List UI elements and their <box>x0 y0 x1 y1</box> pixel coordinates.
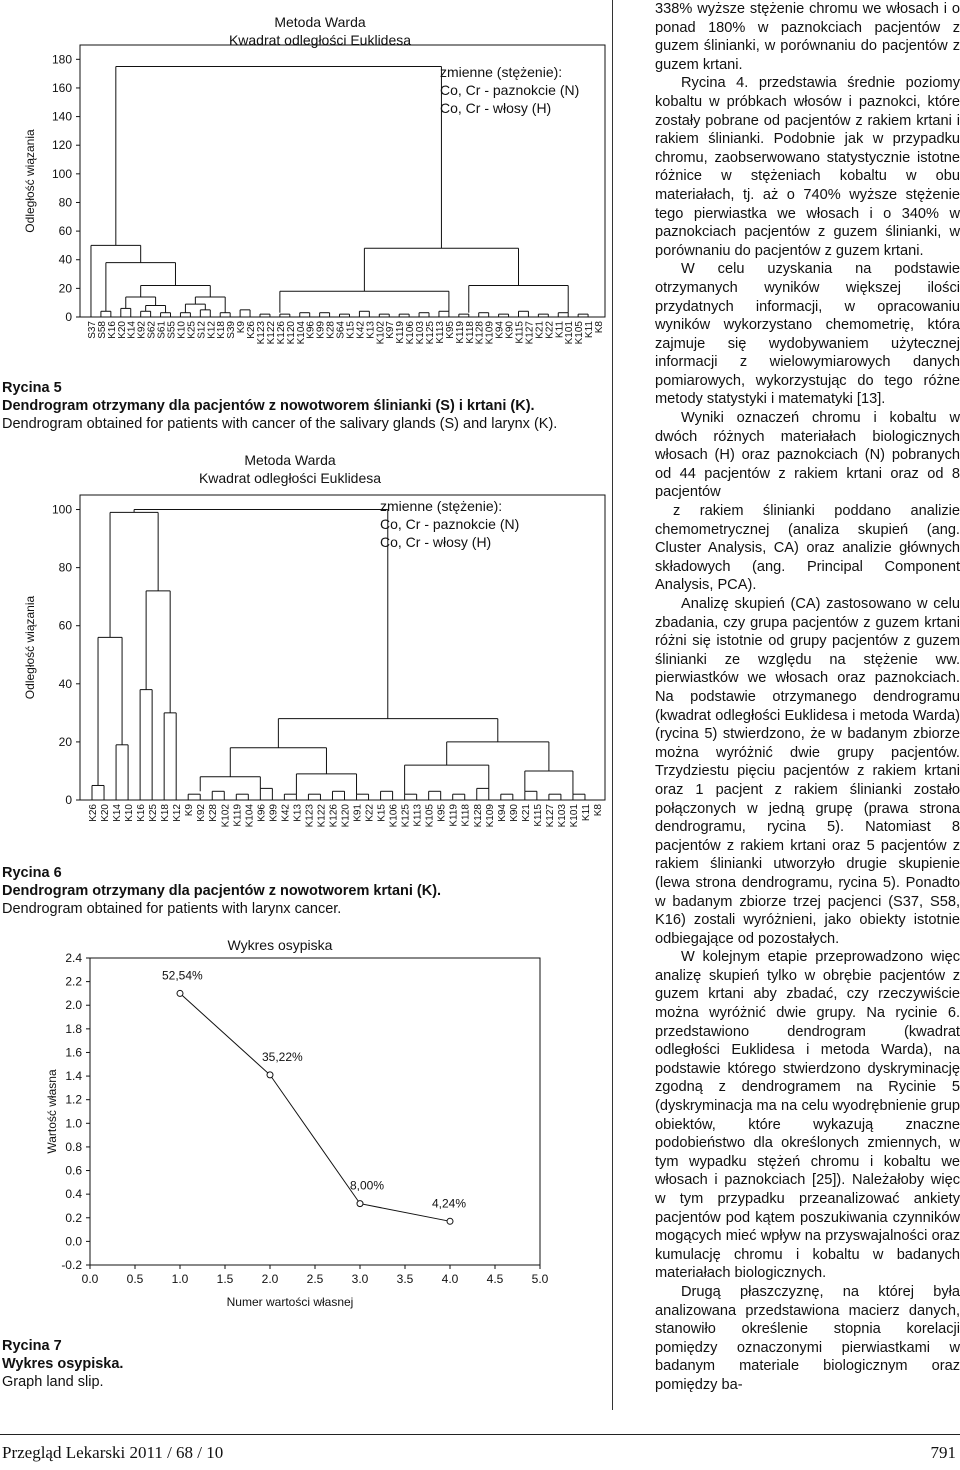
leaf-label: K120 <box>285 321 297 345</box>
leaf-label: K128 <box>474 321 486 345</box>
leaf-label: K119 <box>232 804 244 827</box>
leaf-label: K122 <box>316 804 328 828</box>
leaf-label: K26 <box>246 321 258 339</box>
figure-7-scree-plot <box>20 930 610 1320</box>
leaf-label: K14 <box>112 804 124 822</box>
leaf-label: K11 <box>584 321 596 339</box>
leaf-label: K101 <box>568 804 580 828</box>
leaf-label: K95 <box>436 804 448 822</box>
y-tick-label: 160 <box>51 80 72 95</box>
y-tick-label: 80 <box>58 560 72 575</box>
body-paragraph: W kolejnym etapie przeprowadzono więc analizę skupień tylko w obrębie pacjentów z guzem krtani aby zbadać, czy rzeczywiście można wyróżnić dwie grupy. Na rycinie 6. przedstawiono dendrogram (kwadrat odległości Euklidesa i metoda Warda), na podstawie którego stwierdzono dyskryminację zgodną z dendrogramem na Rycinie 5 (dyskryminacja ma na celu wyodrębnienie grup obiektów, które wykazują znaczne podobieństwo dla określonych zmiennych, w tym wypadku stężeń chromu i kobaltu we włosach i paznokciach [25]). Należałoby więc w tym przypadku przeanalizować ankiety pacjentów pod kątem poszukiwania czynników mogących mieć wpływ na przyswajalności oraz kumulację chromu i kobaltu w badanych materiałach biologicznych. <box>655 949 960 1282</box>
leaf-label: K18 <box>216 321 228 339</box>
figure-6-caption <box>2 864 441 918</box>
leaf-label: K14 <box>126 321 138 339</box>
leaf-label: S62 <box>146 321 158 339</box>
data-label: 8,00% <box>350 1178 385 1193</box>
leaf-label: K96 <box>256 804 268 822</box>
plot-frame <box>90 958 540 1265</box>
leaf-label: S55 <box>166 321 178 339</box>
dendrogram-chart-5 <box>20 5 610 370</box>
figure-5-caption <box>2 379 557 433</box>
y-axis-label: Odległość wiązania <box>23 595 37 700</box>
leaf-label: K13 <box>365 321 377 339</box>
caption-number: Rycina 5 <box>2 380 62 396</box>
leaf-label: K104 <box>295 321 307 345</box>
leaf-label: K15 <box>376 804 388 822</box>
body-paragraph: W celu uzyskania na podstawie otrzymanych wyników większej ilości przydatnych informacji, w opracowaniu wyników wykorzystano chemometrię, która zajmuje się wydobywaniem użytecznej informacji z wielowymiarowych danych pomiarowych, wykorzystując do tego różne metody statystyki i matematyki [13]. <box>655 261 960 408</box>
figure-5-dendrogram <box>20 5 610 370</box>
leaf-label: S58 <box>96 321 108 339</box>
leaf-label: K26 <box>88 804 100 822</box>
leaf-label: K109 <box>484 321 496 345</box>
leaf-label: K104 <box>244 804 256 828</box>
leaf-label: K16 <box>106 321 118 339</box>
y-tick-label: 40 <box>58 676 72 691</box>
y-tick-label: 1.0 <box>65 1116 82 1131</box>
leaf-label: K122 <box>265 321 277 345</box>
x-tick-label: 3.5 <box>396 1272 414 1286</box>
figure-6-dendrogram <box>20 445 610 857</box>
y-tick-label: 0.0 <box>65 1234 82 1249</box>
y-axis-label: Wartość własna <box>45 1069 59 1154</box>
leaf-label: K128 <box>472 804 484 828</box>
leaf-label: K92 <box>196 804 208 822</box>
caption-english: Dendrogram obtained for patients with larynx cancer. <box>2 901 342 917</box>
data-point <box>177 990 183 996</box>
leaf-label: K10 <box>176 321 188 339</box>
y-tick-label: 0.8 <box>65 1139 82 1154</box>
leaf-label: K94 <box>496 804 508 822</box>
leaf-label: K94 <box>494 321 506 339</box>
leaf-label: K106 <box>405 321 417 345</box>
body-paragraph: z rakiem ślinianki poddano analizie chemometrycznej (analiza skupień (ang. Cluster Analysis, CA) oraz analizie głównych składowych (ang. Principal Component Analysis, PCA). <box>655 503 960 594</box>
leaf-label: K28 <box>325 321 337 339</box>
body-text-column <box>655 0 960 1395</box>
leaf-label: K97 <box>385 321 397 339</box>
column-divider <box>612 0 613 1410</box>
body-paragraph: Rycina 4. przedstawia średnie poziomy kobaltu w próbkach włosów i paznokci, które zostały pobrane od pacjentów z rakiem krtani i rakiem ślinianki. Podobnie jak w przypadku chromu, zaobserwowano statystycznie istotne różnice w stężeniach kobaltu w obu materiałach, tj. aż o 740% wyższe stężenie tego pierwiastka we włosach i o 340% w paznokciach pacjentów z guzem ślinianki, w porównaniu do pacjentów z guzem krtani. <box>655 75 960 259</box>
data-point <box>447 1218 453 1224</box>
caption-english: Dendrogram obtained for patients with cancer of the salivary glands (S) and larynx (K). <box>2 416 558 432</box>
leaf-label: K8 <box>592 804 604 817</box>
leaf-label: S64 <box>335 321 347 339</box>
leaf-label: K123 <box>255 321 267 345</box>
caption-polish: Wykres osypiska. <box>2 1356 124 1372</box>
leaf-label: K92 <box>136 321 148 339</box>
leaf-label: K119 <box>448 804 460 827</box>
leaf-label: K126 <box>275 321 287 345</box>
y-tick-label: 100 <box>51 502 72 517</box>
leaf-label: K118 <box>460 804 472 827</box>
leaf-label: K11 <box>580 804 592 822</box>
leaf-label: K12 <box>206 321 218 339</box>
leaf-label: K42 <box>280 804 292 822</box>
leaf-label: K10 <box>124 804 136 822</box>
leaf-label: K9 <box>236 321 248 334</box>
leaf-label: K118 <box>464 321 476 344</box>
y-tick-label: 0.2 <box>65 1210 82 1225</box>
leaf-label: K103 <box>415 321 427 345</box>
leaf-label: K105 <box>574 321 586 345</box>
leaf-label: S37 <box>86 321 98 339</box>
plot-frame <box>80 495 605 800</box>
data-label: 35,22% <box>262 1049 303 1064</box>
leaf-label: K127 <box>524 321 536 345</box>
y-tick-label: 120 <box>51 138 72 153</box>
y-tick-label: 0.4 <box>65 1187 82 1202</box>
data-label: 4,24% <box>432 1196 467 1211</box>
x-tick-label: 1.0 <box>171 1272 189 1286</box>
caption-english: Graph land slip. <box>2 1374 104 1390</box>
y-tick-label: 1.4 <box>65 1069 82 1084</box>
body-paragraph: Wyniki oznaczeń chromu i kobaltu w dwóch różnych materiałach biologicznych włosach (H) oraz paznokciach (N) pobranych od 44 pacjentów z rakiem krtani oraz od 8 pacjentów <box>655 410 960 501</box>
chart-subtitle: Kwadrat odległości Euklidesa <box>198 470 382 486</box>
y-tick-label: 60 <box>58 618 72 633</box>
y-tick-label: 20 <box>58 281 72 296</box>
leaf-label: K106 <box>388 804 400 828</box>
dendrogram-chart-6 <box>20 445 610 857</box>
leaf-label: K20 <box>116 321 128 339</box>
leaf-label: K18 <box>160 804 172 822</box>
leaf-label: K126 <box>328 804 340 828</box>
leaf-label: K125 <box>400 804 412 828</box>
x-tick-label: 4.0 <box>441 1272 459 1286</box>
leaf-label: K113 <box>412 804 424 827</box>
y-tick-label: 1.2 <box>65 1092 82 1107</box>
data-label: 52,54% <box>162 968 203 983</box>
leaf-label: K90 <box>504 321 516 339</box>
leaf-label: K99 <box>268 804 280 822</box>
leaf-label: K28 <box>208 804 220 822</box>
leaf-label: S61 <box>156 321 168 339</box>
x-axis-label: Numer wartości własnej <box>226 1295 354 1309</box>
leaf-label: K12 <box>172 804 184 822</box>
leaf-label: K115 <box>532 804 544 827</box>
x-tick-label: 4.5 <box>486 1272 504 1286</box>
data-point <box>267 1072 273 1078</box>
page-footer <box>0 1434 960 1470</box>
leaf-label: K20 <box>100 804 112 822</box>
leaf-label: K102 <box>220 804 232 828</box>
y-tick-label: 40 <box>58 252 72 267</box>
journal-info: Przegląd Lekarski 2011 / 68 / 10 <box>2 1443 224 1462</box>
leaf-label: K90 <box>508 804 520 822</box>
leaf-label: K113 <box>434 321 446 344</box>
y-axis-label: Odległość wiązania <box>23 129 37 233</box>
legend-entry: zmienne (stężenie): <box>440 64 563 80</box>
caption-polish: Dendrogram otrzymany dla pacjentów z nowotworem ślinianki (S) i krtani (K). <box>2 398 535 414</box>
legend-entry: Co, Cr - włosy (H) <box>380 534 492 550</box>
leaf-label: K9 <box>184 804 196 817</box>
y-tick-label: 0 <box>65 793 72 807</box>
leaf-label: K8 <box>594 321 606 334</box>
chart-title: Metoda Warda <box>274 14 366 30</box>
leaf-label: K22 <box>544 321 556 339</box>
leaf-label: K115 <box>514 321 526 344</box>
y-tick-label: 180 <box>51 52 72 67</box>
y-tick-label: 2.0 <box>65 998 82 1013</box>
legend-entry: Co, Cr - paznokcie (N) <box>380 516 520 532</box>
leaf-label: K22 <box>364 804 376 822</box>
body-paragraph: Drugą płaszczyznę, na której była analizowana przedstawiona macierz danych, stanowiło określenie stopnia korelacji pomiędzy oznaczonymi pierwiastkami w badanym materiale biologicznym oraz pomiędzy ba- <box>655 1283 960 1393</box>
x-tick-label: 3.0 <box>351 1272 369 1286</box>
y-tick-label: 100 <box>51 166 72 181</box>
y-tick-label: 1.8 <box>65 1021 82 1036</box>
leaf-label: K16 <box>136 804 148 822</box>
y-tick-label: 60 <box>58 224 72 239</box>
legend-entry: Co, Cr - paznokcie (N) <box>440 82 580 98</box>
leaf-label: K123 <box>304 804 316 828</box>
caption-number: Rycina 6 <box>2 865 62 881</box>
body-paragraph: 338% wyższe stężenie chromu we włosach i o ponad 180% w paznokciach pacjentów z guzem ślinianki, w porównaniu do pacjentów z guzem krtani. <box>655 1 960 73</box>
leaf-label: S12 <box>196 321 208 339</box>
leaf-label: K105 <box>424 804 436 828</box>
leaf-label: K103 <box>556 804 568 828</box>
y-tick-label: 0 <box>65 310 72 324</box>
y-tick-label: 80 <box>58 195 72 210</box>
y-tick-label: -0.2 <box>61 1258 82 1272</box>
leaf-label: K120 <box>340 804 352 828</box>
y-tick-label: 2.2 <box>65 974 82 989</box>
chart-subtitle: Kwadrat odległości Euklidesa <box>228 32 412 48</box>
series-line <box>180 993 450 1221</box>
leaf-label: K11 <box>554 321 566 339</box>
page-number: 791 <box>930 1443 956 1462</box>
y-tick-label: 140 <box>51 109 72 124</box>
data-point <box>357 1201 363 1207</box>
x-tick-label: 0.0 <box>81 1272 99 1286</box>
legend-entry: zmienne (stężenie): <box>380 498 503 514</box>
body-paragraph: Analizę skupień (CA) zastosowano w celu zbadania, czy grupa pacjentów z guzem krtani różni się istotnie od grupy pacjentów z guzem ślinianki ze względu na stężenie ww. pierwiastków we włosach oraz paznokciach. Na podstawie otrzymanego dendrogramu (kwadrat odległości Euklidesa i metoda Warda) (rycina 5) stwierdzono, że w badanym zbiorze można wyróżnić dwie grupy pacjentów. Trzydziestu pięciu pacjentów z rakiem krtani oraz 1 pacjent z rakiem ślinianki zostało połączonych w jedną grupę (prawa strona dendrogramu, rycina 5). Natomiast 8 pacjentów z rakiem krtani oraz 5 pacjentów z rakiem ślinianki utworzyło drugie skupienie (lewa strona dendrogramu, rycina 5). Ponadto w badanym zbiorze trzej pacjenci (S37, S58, K16) zostali wyróżnieni, jako obiekty istotnie odbiegające od pozostałych. <box>655 596 960 947</box>
leaf-label: K102 <box>375 321 387 345</box>
y-tick-label: 20 <box>58 734 72 749</box>
leaf-label: K125 <box>425 321 437 345</box>
caption-polish: Dendrogram otrzymany dla pacjentów z nowotworem krtani (K). <box>2 883 442 899</box>
leaf-label: K91 <box>352 804 364 822</box>
leaf-label: K119 <box>454 321 466 344</box>
leaf-label: K21 <box>534 321 546 339</box>
y-tick-label: 2.4 <box>65 951 82 965</box>
y-tick-label: 1.6 <box>65 1045 82 1060</box>
leaf-label: K96 <box>305 321 317 339</box>
x-tick-label: 2.5 <box>306 1272 324 1286</box>
leaf-label: K25 <box>186 321 198 339</box>
leaf-label: K95 <box>444 321 456 339</box>
leaf-label: K42 <box>355 321 367 339</box>
leaf-label: K99 <box>315 321 327 339</box>
leaf-label: K13 <box>292 804 304 822</box>
chart-title: Wykres osypiska <box>227 937 333 953</box>
leaf-label: K25 <box>148 804 160 822</box>
x-tick-label: 2.0 <box>261 1272 279 1286</box>
caption-number: Rycina 7 <box>2 1338 62 1354</box>
leaf-label: K127 <box>544 804 556 828</box>
leaf-label: K119 <box>395 321 407 344</box>
leaf-label: K15 <box>345 321 357 339</box>
figure-7-caption <box>2 1337 123 1391</box>
leaf-label: K109 <box>484 804 496 828</box>
leaf-label: K21 <box>520 804 532 822</box>
legend-entry: Co, Cr - włosy (H) <box>440 100 552 116</box>
x-tick-label: 1.5 <box>216 1272 234 1286</box>
x-tick-label: 5.0 <box>531 1272 549 1286</box>
scree-chart <box>20 930 610 1320</box>
x-tick-label: 0.5 <box>126 1272 144 1286</box>
chart-title: Metoda Warda <box>244 452 336 468</box>
y-tick-label: 0.6 <box>65 1163 82 1178</box>
leaf-label: S39 <box>226 321 238 339</box>
leaf-label: K101 <box>564 321 576 345</box>
